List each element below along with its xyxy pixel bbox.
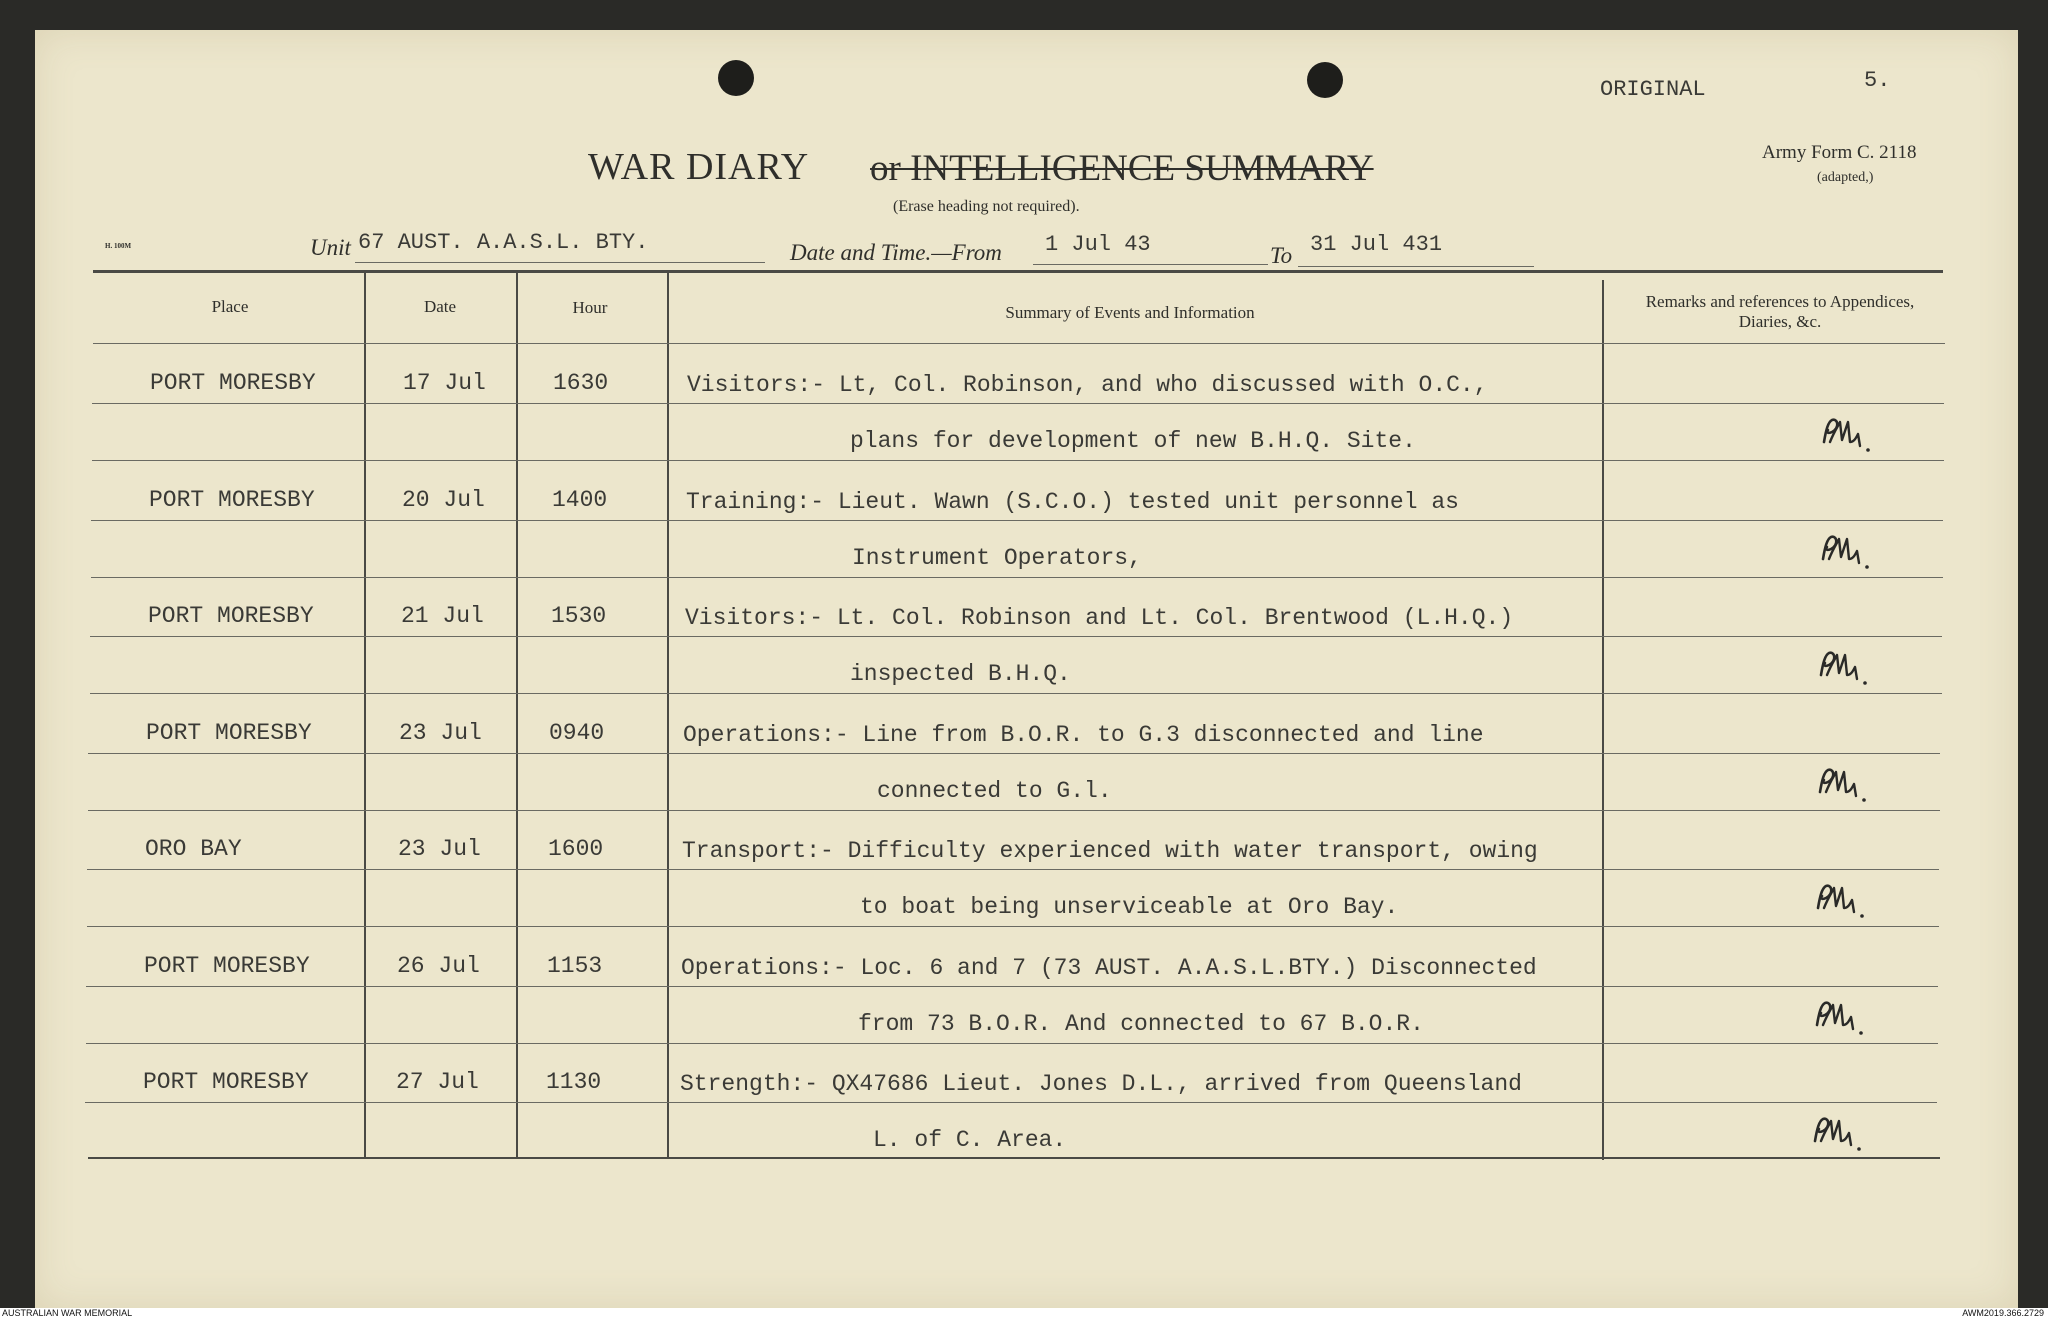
punch-hole-right xyxy=(1307,62,1343,98)
footer-right: AWM2019.366.2729 xyxy=(1962,1308,2044,1318)
entry-place: PORT MORESBY xyxy=(148,603,314,629)
entry-hour: 1600 xyxy=(548,836,604,862)
entry-hour: 1130 xyxy=(546,1069,602,1095)
row-rule-lower xyxy=(92,460,1944,461)
entry-date: 23 Jul xyxy=(398,836,481,862)
entry-summary-line2: inspected B.H.Q. xyxy=(850,661,1071,687)
row-rule-lower xyxy=(88,810,1940,811)
col-header-date: Date xyxy=(423,297,457,316)
entry-hour: 1630 xyxy=(553,370,609,396)
punch-hole-left xyxy=(718,60,754,96)
entry-date: 20 Jul xyxy=(402,487,485,513)
entry-summary-line1: Visitors:- Lt, Col. Robinson, and who discussed with O.C., xyxy=(687,372,1488,398)
col-divider-place xyxy=(364,272,366,1157)
entry-summary-line2: L. of C. Area. xyxy=(873,1127,1067,1153)
row-rule-lower xyxy=(87,926,1939,927)
row-rule-upper xyxy=(92,403,1944,404)
table-bottom-rule xyxy=(88,1157,1940,1159)
row-rule-lower xyxy=(86,1043,1938,1044)
form-adapted: (adapted,) xyxy=(1817,170,1874,185)
col-divider-date xyxy=(516,272,518,1157)
title-main: WAR DIARY xyxy=(588,146,810,188)
entry-summary-line1: Visitors:- Lt. Col. Robinson and Lt. Col. Brentwood (L.H.Q.) xyxy=(685,605,1514,631)
entry-summary-line2: plans for development of new B.H.Q. Site. xyxy=(850,428,1416,454)
entry-place: ORO BAY xyxy=(145,836,242,862)
entry-date: 27 Jul xyxy=(396,1069,479,1095)
initials-signature xyxy=(1811,1111,1867,1155)
entry-place: PORT MORESBY xyxy=(143,1069,309,1095)
col-header-hour: Hour xyxy=(572,298,608,317)
entry-summary-line2: connected to G.l. xyxy=(877,778,1112,804)
entry-date: 21 Jul xyxy=(401,603,484,629)
entry-place: PORT MORESBY xyxy=(149,487,315,513)
footer-left: AUSTRALIAN WAR MEMORIAL xyxy=(2,1308,133,1318)
initials-signature xyxy=(1816,762,1872,806)
form-name: Army Form C. 2118 xyxy=(1762,142,1917,163)
initials-signature xyxy=(1813,995,1869,1039)
initials-signature xyxy=(1819,529,1875,573)
erase-note: (Erase heading not required). xyxy=(893,198,1080,215)
entry-summary-line1: Operations:- Loc. 6 and 7 (73 AUST. A.A.S.L.BTY.) Disconnected xyxy=(681,955,1537,981)
unit-underline xyxy=(355,262,765,263)
page-number: 5. xyxy=(1864,68,1891,93)
unit-value: 67 AUST. A.A.S.L. BTY. xyxy=(358,230,649,255)
entry-summary-line1: Transport:- Difficulty experienced with water transport, owing xyxy=(682,838,1538,864)
date-from-underline xyxy=(1033,264,1268,265)
original-label: ORIGINAL xyxy=(1600,77,1706,102)
entry-date: 23 Jul xyxy=(399,720,482,746)
col-header-summary: Summary of Events and Information xyxy=(1005,303,1255,322)
row-rule-upper xyxy=(85,1102,1937,1103)
initials-signature xyxy=(1820,412,1876,456)
table-top-rule xyxy=(93,270,1943,273)
date-label: Date and Time.—From xyxy=(790,240,1002,265)
entry-date: 26 Jul xyxy=(397,953,480,979)
row-rule-lower xyxy=(91,577,1943,578)
entry-hour: 1400 xyxy=(552,487,608,513)
date-to: 31 Jul 431 xyxy=(1310,232,1443,257)
entry-summary-line1: Operations:- Line from B.O.R. to G.3 disconnected and line xyxy=(683,722,1484,748)
date-from: 1 Jul 43 xyxy=(1045,232,1151,257)
unit-label: Unit xyxy=(310,235,351,260)
entry-summary-line2: from 73 B.O.R. And connected to 67 B.O.R. xyxy=(858,1011,1424,1037)
entry-summary-line2: to boat being unserviceable at Oro Bay. xyxy=(860,894,1399,920)
col-divider-summary xyxy=(1602,280,1604,1160)
archive-footer xyxy=(0,1308,2048,1319)
row-rule-upper xyxy=(86,986,1938,987)
entry-hour: 0940 xyxy=(549,720,605,746)
date-to-underline xyxy=(1298,266,1534,267)
col-header-place: Place xyxy=(211,297,249,316)
entry-summary-line1: Strength:- QX47686 Lieut. Jones D.L., arrived from Queensland xyxy=(680,1071,1522,1097)
entry-hour: 1153 xyxy=(547,953,603,979)
col-header-remarks-text: Remarks and references to Appendices, Diaries, &c. xyxy=(1645,292,1915,331)
entry-place: PORT MORESBY xyxy=(146,720,312,746)
entry-hour: 1530 xyxy=(551,603,607,629)
entry-summary-line2: Instrument Operators, xyxy=(852,545,1142,571)
col-divider-hour xyxy=(667,272,669,1157)
row-rule-upper xyxy=(87,869,1939,870)
entry-date: 17 Jul xyxy=(403,370,486,396)
entry-place: PORT MORESBY xyxy=(150,370,316,396)
header-row-rule xyxy=(93,343,1945,344)
title-struck: or INTELLIGENCE SUMMARY xyxy=(870,148,1374,189)
initials-signature xyxy=(1814,878,1870,922)
col-header-remarks xyxy=(1620,292,1940,332)
row-rule-lower xyxy=(90,693,1942,694)
to-label: To xyxy=(1270,243,1293,268)
row-rule-upper xyxy=(88,753,1940,754)
initials-signature xyxy=(1817,645,1873,689)
print-code: H. 100M xyxy=(105,242,132,250)
entry-place: PORT MORESBY xyxy=(144,953,310,979)
row-rule-upper xyxy=(90,636,1942,637)
entry-summary-line1: Training:- Lieut. Wawn (S.C.O.) tested unit personnel as xyxy=(686,489,1459,515)
row-rule-upper xyxy=(91,520,1943,521)
